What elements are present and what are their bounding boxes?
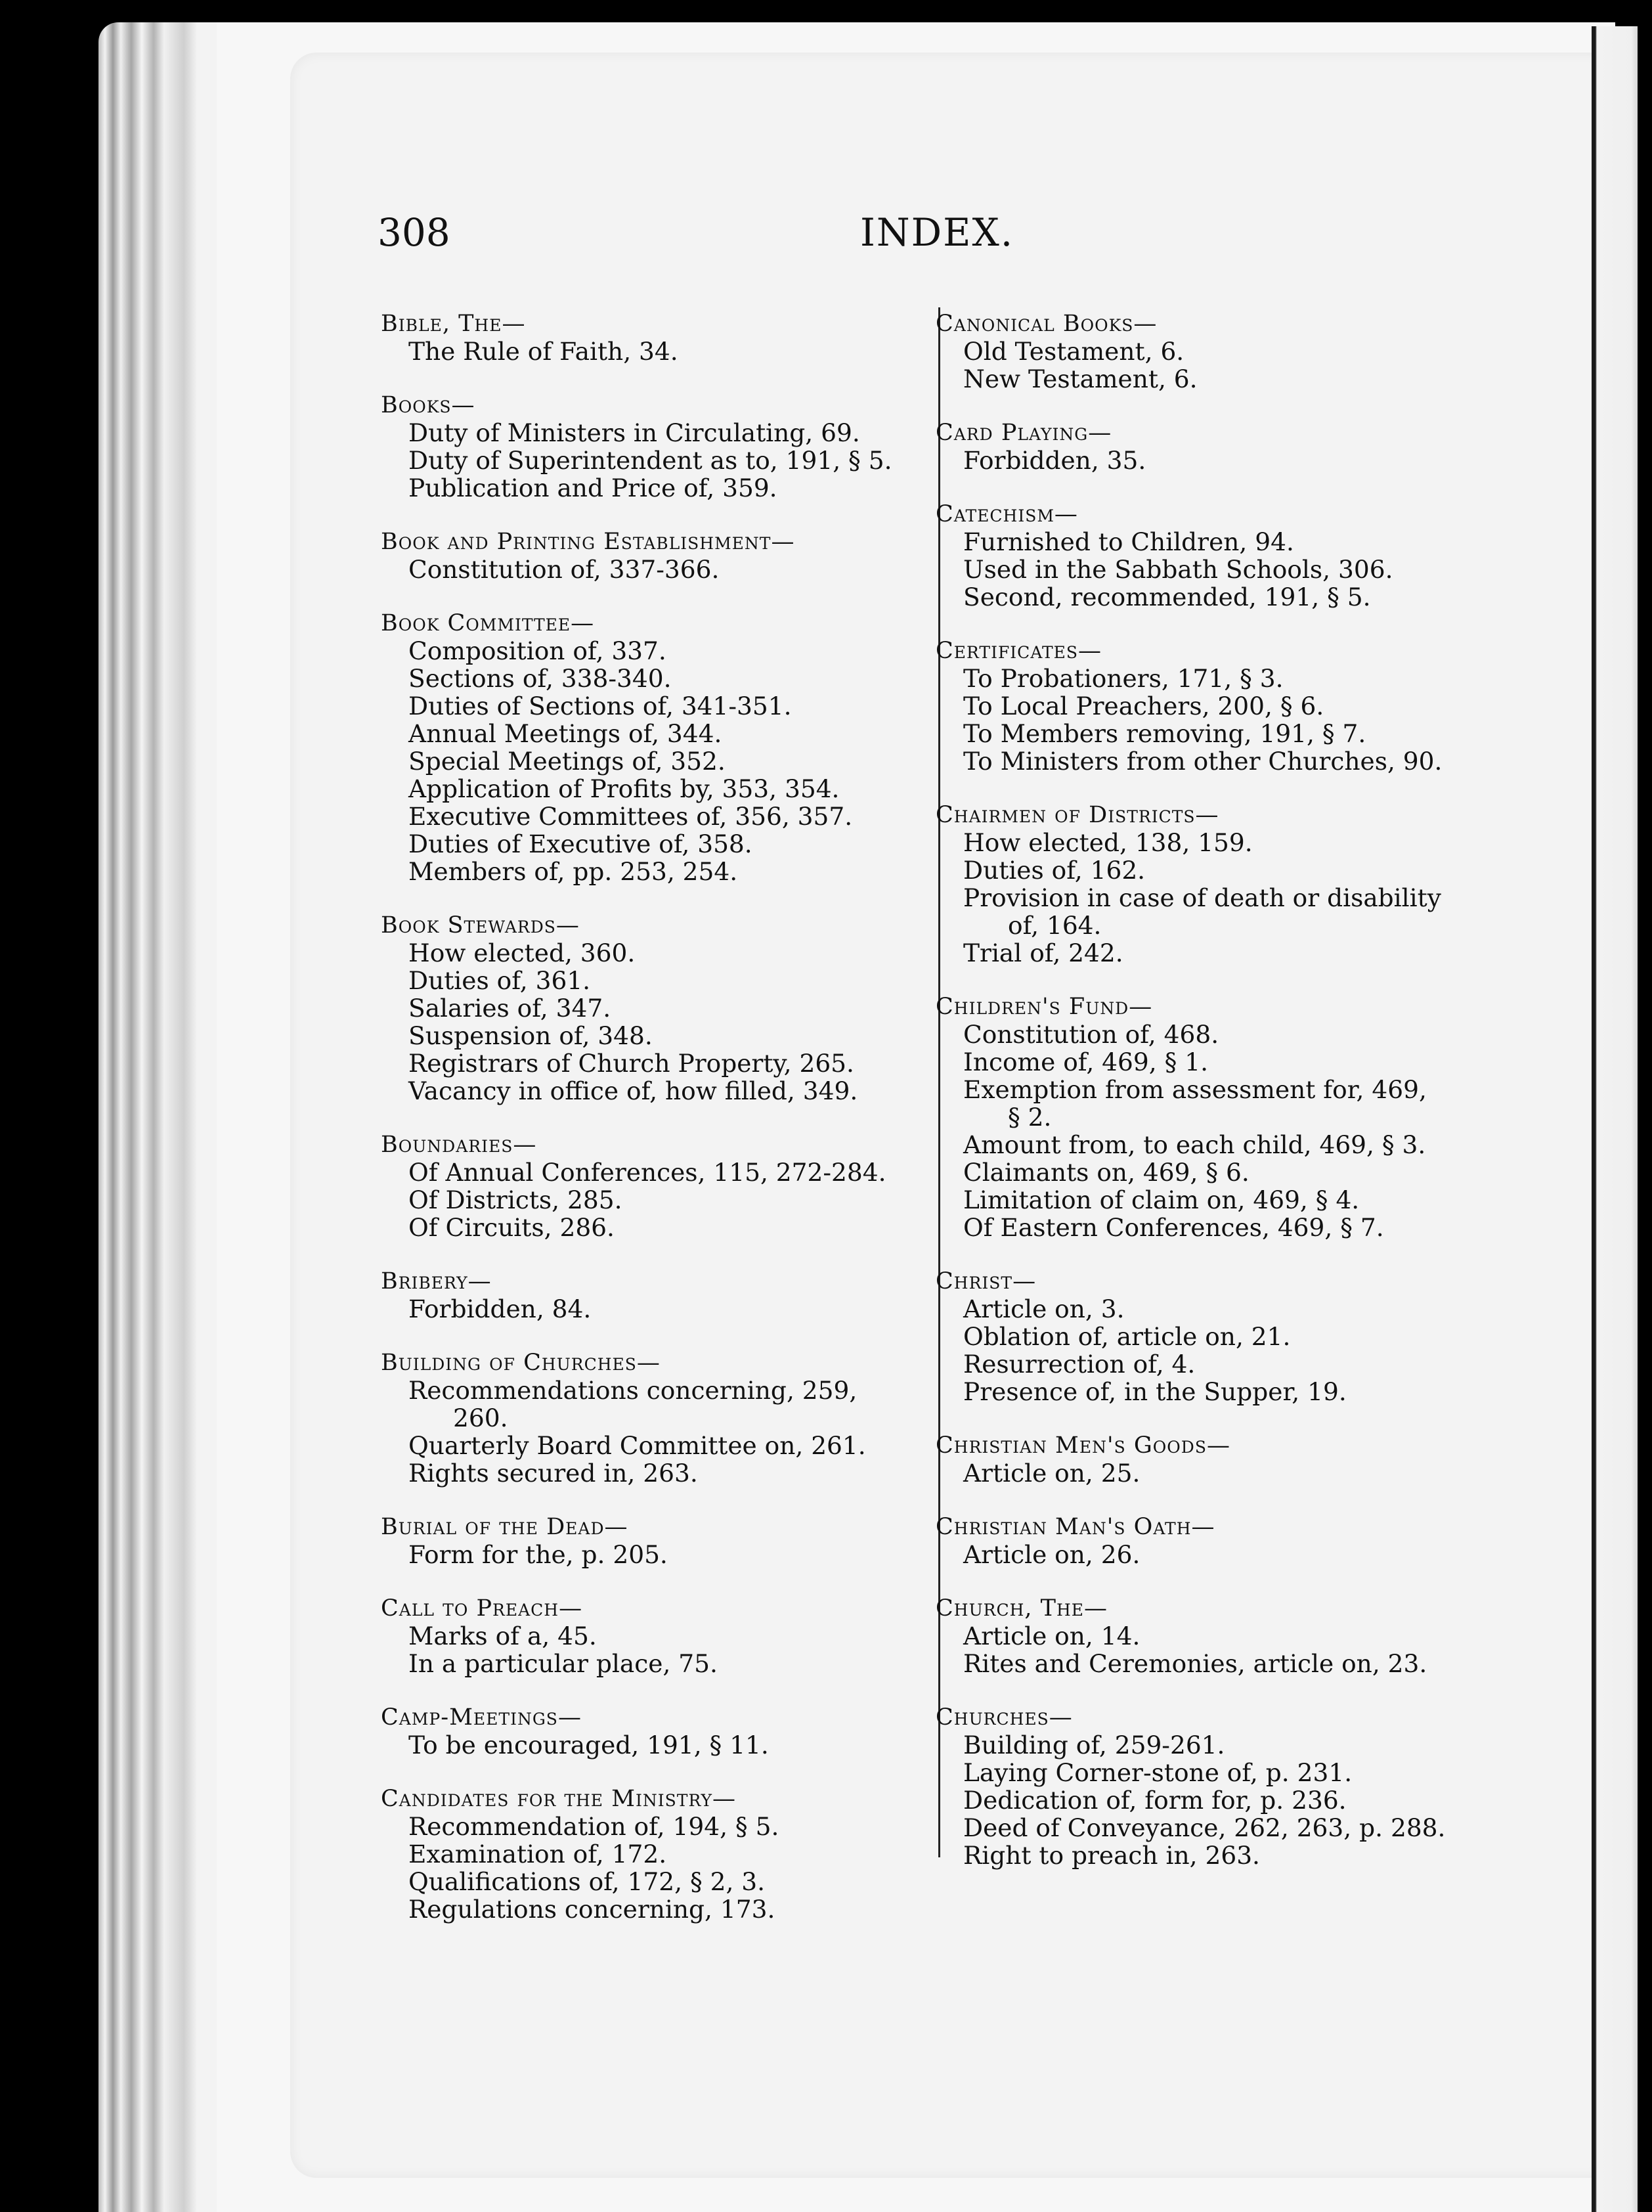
- entry-heading: Churches—: [936, 1704, 1073, 1731]
- entry-line: Of Circuits, 286.: [408, 1213, 615, 1242]
- running-head: [378, 210, 1034, 269]
- entry-heading: Christian Man's Oath—: [936, 1514, 1215, 1540]
- entry-line: Annual Meetings of, 344.: [408, 719, 722, 748]
- entry-heading: Canonical Books—: [936, 311, 1158, 337]
- index-entry: [936, 993, 1500, 1241]
- entry-line: Provision in case of death or disability: [963, 883, 1441, 912]
- entry-heading: Call to Preach—: [381, 1595, 583, 1622]
- entry-line: Presence of, in the Supper, 19.: [963, 1377, 1347, 1406]
- entry-line: Deed of Conveyance, 262, 263, p. 288.: [963, 1813, 1446, 1842]
- index-entry: [381, 1268, 932, 1323]
- index-column-left: [381, 310, 932, 1949]
- entry-line: Laying Corner-stone of, p. 231.: [963, 1758, 1353, 1787]
- entry-heading: Burial of the Dead—: [381, 1514, 628, 1540]
- entry-line: Duty of Superintendent as to, 191, § 5.: [408, 446, 892, 475]
- entry-line: To be encouraged, 191, § 11.: [408, 1731, 769, 1759]
- entry-line: Forbidden, 84.: [408, 1294, 592, 1323]
- index-entry: [936, 419, 1500, 474]
- entry-line: Registrars of Church Property, 265.: [408, 1049, 854, 1078]
- entry-line: Duty of Ministers in Circulating, 69.: [408, 418, 860, 447]
- entry-line: Article on, 14.: [963, 1622, 1141, 1650]
- entry-heading: Book Stewards—: [381, 912, 580, 939]
- entry-line: Rites and Ceremonies, article on, 23.: [963, 1649, 1427, 1678]
- entry-line: Amount from, to each child, 469, § 3.: [963, 1130, 1426, 1159]
- entry-line: Sections of, 338-340.: [408, 664, 672, 693]
- entry-heading: Books—: [381, 392, 475, 418]
- entry-line: Claimants on, 469, § 6.: [963, 1158, 1250, 1187]
- entry-heading: Christian Men's Goods—: [936, 1432, 1230, 1459]
- entry-line: Vacancy in office of, how filled, 349.: [408, 1076, 858, 1105]
- entry-line: To Members removing, 191, § 7.: [963, 719, 1366, 748]
- entry-heading: Card Playing—: [936, 420, 1112, 446]
- entry-line: Qualifications of, 172, § 2, 3.: [408, 1867, 766, 1896]
- index-entry: [936, 637, 1500, 775]
- entry-line: How elected, 138, 159.: [963, 828, 1253, 857]
- entry-line: Form for the, p. 205.: [408, 1540, 668, 1569]
- index-entry: [936, 1432, 1500, 1487]
- entry-line-continued: of, 164.: [1008, 911, 1102, 940]
- entry-heading: Building of Churches—: [381, 1350, 661, 1376]
- entry-line: Recommendations concerning, 259,: [408, 1376, 858, 1405]
- entry-heading: Boundaries—: [381, 1132, 537, 1158]
- entry-line: Regulations concerning, 173.: [408, 1895, 775, 1924]
- entry-line: Duties of Sections of, 341-351.: [408, 692, 792, 720]
- entry-heading: Church, The—: [936, 1595, 1108, 1622]
- entry-line: Special Meetings of, 352.: [408, 747, 726, 776]
- index-entry: [381, 1349, 932, 1487]
- entry-line: Exemption from assessment for, 469,: [963, 1075, 1427, 1104]
- entry-line: Trial of, 242.: [963, 939, 1123, 967]
- entry-line: Forbidden, 35.: [963, 446, 1146, 475]
- entry-heading: Bribery—: [381, 1268, 492, 1294]
- entry-line: Second, recommended, 191, § 5.: [963, 583, 1371, 611]
- index-entry: [936, 1595, 1500, 1677]
- entry-line: To Local Preachers, 200, § 6.: [963, 692, 1324, 720]
- index-entry: [936, 310, 1500, 393]
- entry-line: To Ministers from other Churches, 90.: [963, 747, 1443, 776]
- entry-heading: Christ—: [936, 1268, 1037, 1294]
- entry-heading: Catechism—: [936, 501, 1078, 527]
- entry-line: Constitution of, 337-366.: [408, 555, 720, 584]
- index-entry: [381, 1785, 932, 1923]
- entry-line: How elected, 360.: [408, 939, 636, 967]
- index-entry: [381, 609, 932, 885]
- entry-line: Of Eastern Conferences, 469, § 7.: [963, 1213, 1384, 1242]
- entry-line: Limitation of claim on, 469, § 4.: [963, 1185, 1360, 1214]
- entry-line: Income of, 469, § 1.: [963, 1048, 1209, 1076]
- index-entry: [381, 391, 932, 502]
- entry-line: Dedication of, form for, p. 236.: [963, 1786, 1347, 1815]
- entry-line: Members of, pp. 253, 254.: [408, 857, 738, 886]
- entry-heading: Camp-Meetings—: [381, 1704, 582, 1731]
- index-entry: [936, 1704, 1500, 1869]
- index-entry: [381, 1704, 932, 1759]
- index-entry: [936, 500, 1500, 611]
- index-entry: [381, 1595, 932, 1677]
- entry-line: Building of, 259-261.: [963, 1731, 1225, 1759]
- entry-heading: Book Committee—: [381, 610, 595, 636]
- entry-line: Duties of, 361.: [408, 966, 591, 995]
- entry-line: Duties of Executive of, 358.: [408, 830, 752, 858]
- index-entry: [936, 1268, 1500, 1405]
- entry-line: Article on, 25.: [963, 1459, 1141, 1488]
- index-entry: [936, 801, 1500, 967]
- index-entry: [381, 528, 932, 583]
- entry-line: Of Annual Conferences, 115, 272-284.: [408, 1158, 886, 1187]
- entry-line: Application of Profits by, 353, 354.: [408, 774, 840, 803]
- entry-heading: Certificates—: [936, 638, 1102, 664]
- page-title: INDEX.: [860, 210, 1014, 255]
- entry-line: Old Testament, 6.: [963, 337, 1185, 366]
- entry-line: Rights secured in, 263.: [408, 1459, 698, 1488]
- entry-line: Duties of, 162.: [963, 856, 1146, 885]
- entry-line: Right to preach in, 263.: [963, 1841, 1260, 1870]
- entry-line: Suspension of, 348.: [408, 1021, 653, 1050]
- entry-heading: Bible, The—: [381, 311, 526, 337]
- entry-line: Used in the Sabbath Schools, 306.: [963, 555, 1393, 584]
- entry-line-continued: § 2.: [1008, 1103, 1052, 1132]
- entry-line: Article on, 3.: [963, 1294, 1125, 1323]
- index-entry: [936, 1513, 1500, 1568]
- entry-line: To Probationers, 171, § 3.: [963, 664, 1284, 693]
- entry-line-continued: 260.: [453, 1404, 508, 1432]
- entry-line: Constitution of, 468.: [963, 1020, 1219, 1049]
- entry-line: Resurrection of, 4.: [963, 1350, 1196, 1379]
- entry-heading: Chairmen of Districts—: [936, 802, 1219, 828]
- index-entry: [381, 1131, 932, 1241]
- page-number: 308: [378, 210, 450, 255]
- index-column-right: [936, 310, 1500, 1895]
- entry-line: Examination of, 172.: [408, 1840, 667, 1869]
- entry-line: Marks of a, 45.: [408, 1622, 597, 1650]
- entry-line: Oblation of, article on, 21.: [963, 1322, 1291, 1351]
- entry-line: Publication and Price of, 359.: [408, 474, 777, 502]
- entry-line: Recommendation of, 194, § 5.: [408, 1812, 779, 1841]
- entry-line: New Testament, 6.: [963, 365, 1198, 393]
- entry-line: In a particular place, 75.: [408, 1649, 718, 1678]
- index-entry: [381, 1513, 932, 1568]
- entry-heading: Book and Printing Establishment—: [381, 529, 795, 555]
- index-entry: [381, 310, 932, 365]
- entry-heading: Children's Fund—: [936, 994, 1153, 1020]
- entry-heading: Candidates for the Ministry—: [381, 1786, 737, 1812]
- entry-line: Executive Committees of, 356, 357.: [408, 802, 853, 831]
- index-entry: [381, 912, 932, 1105]
- entry-line: The Rule of Faith, 34.: [408, 337, 678, 366]
- entry-line: Furnished to Children, 94.: [963, 527, 1294, 556]
- entry-line: Article on, 26.: [963, 1540, 1141, 1569]
- next-page-edge: [1592, 26, 1638, 2212]
- entry-line: Salaries of, 347.: [408, 994, 611, 1023]
- entry-line: Of Districts, 285.: [408, 1185, 622, 1214]
- entry-line: Composition of, 337.: [408, 636, 666, 665]
- entry-line: Quarterly Board Committee on, 261.: [408, 1431, 866, 1460]
